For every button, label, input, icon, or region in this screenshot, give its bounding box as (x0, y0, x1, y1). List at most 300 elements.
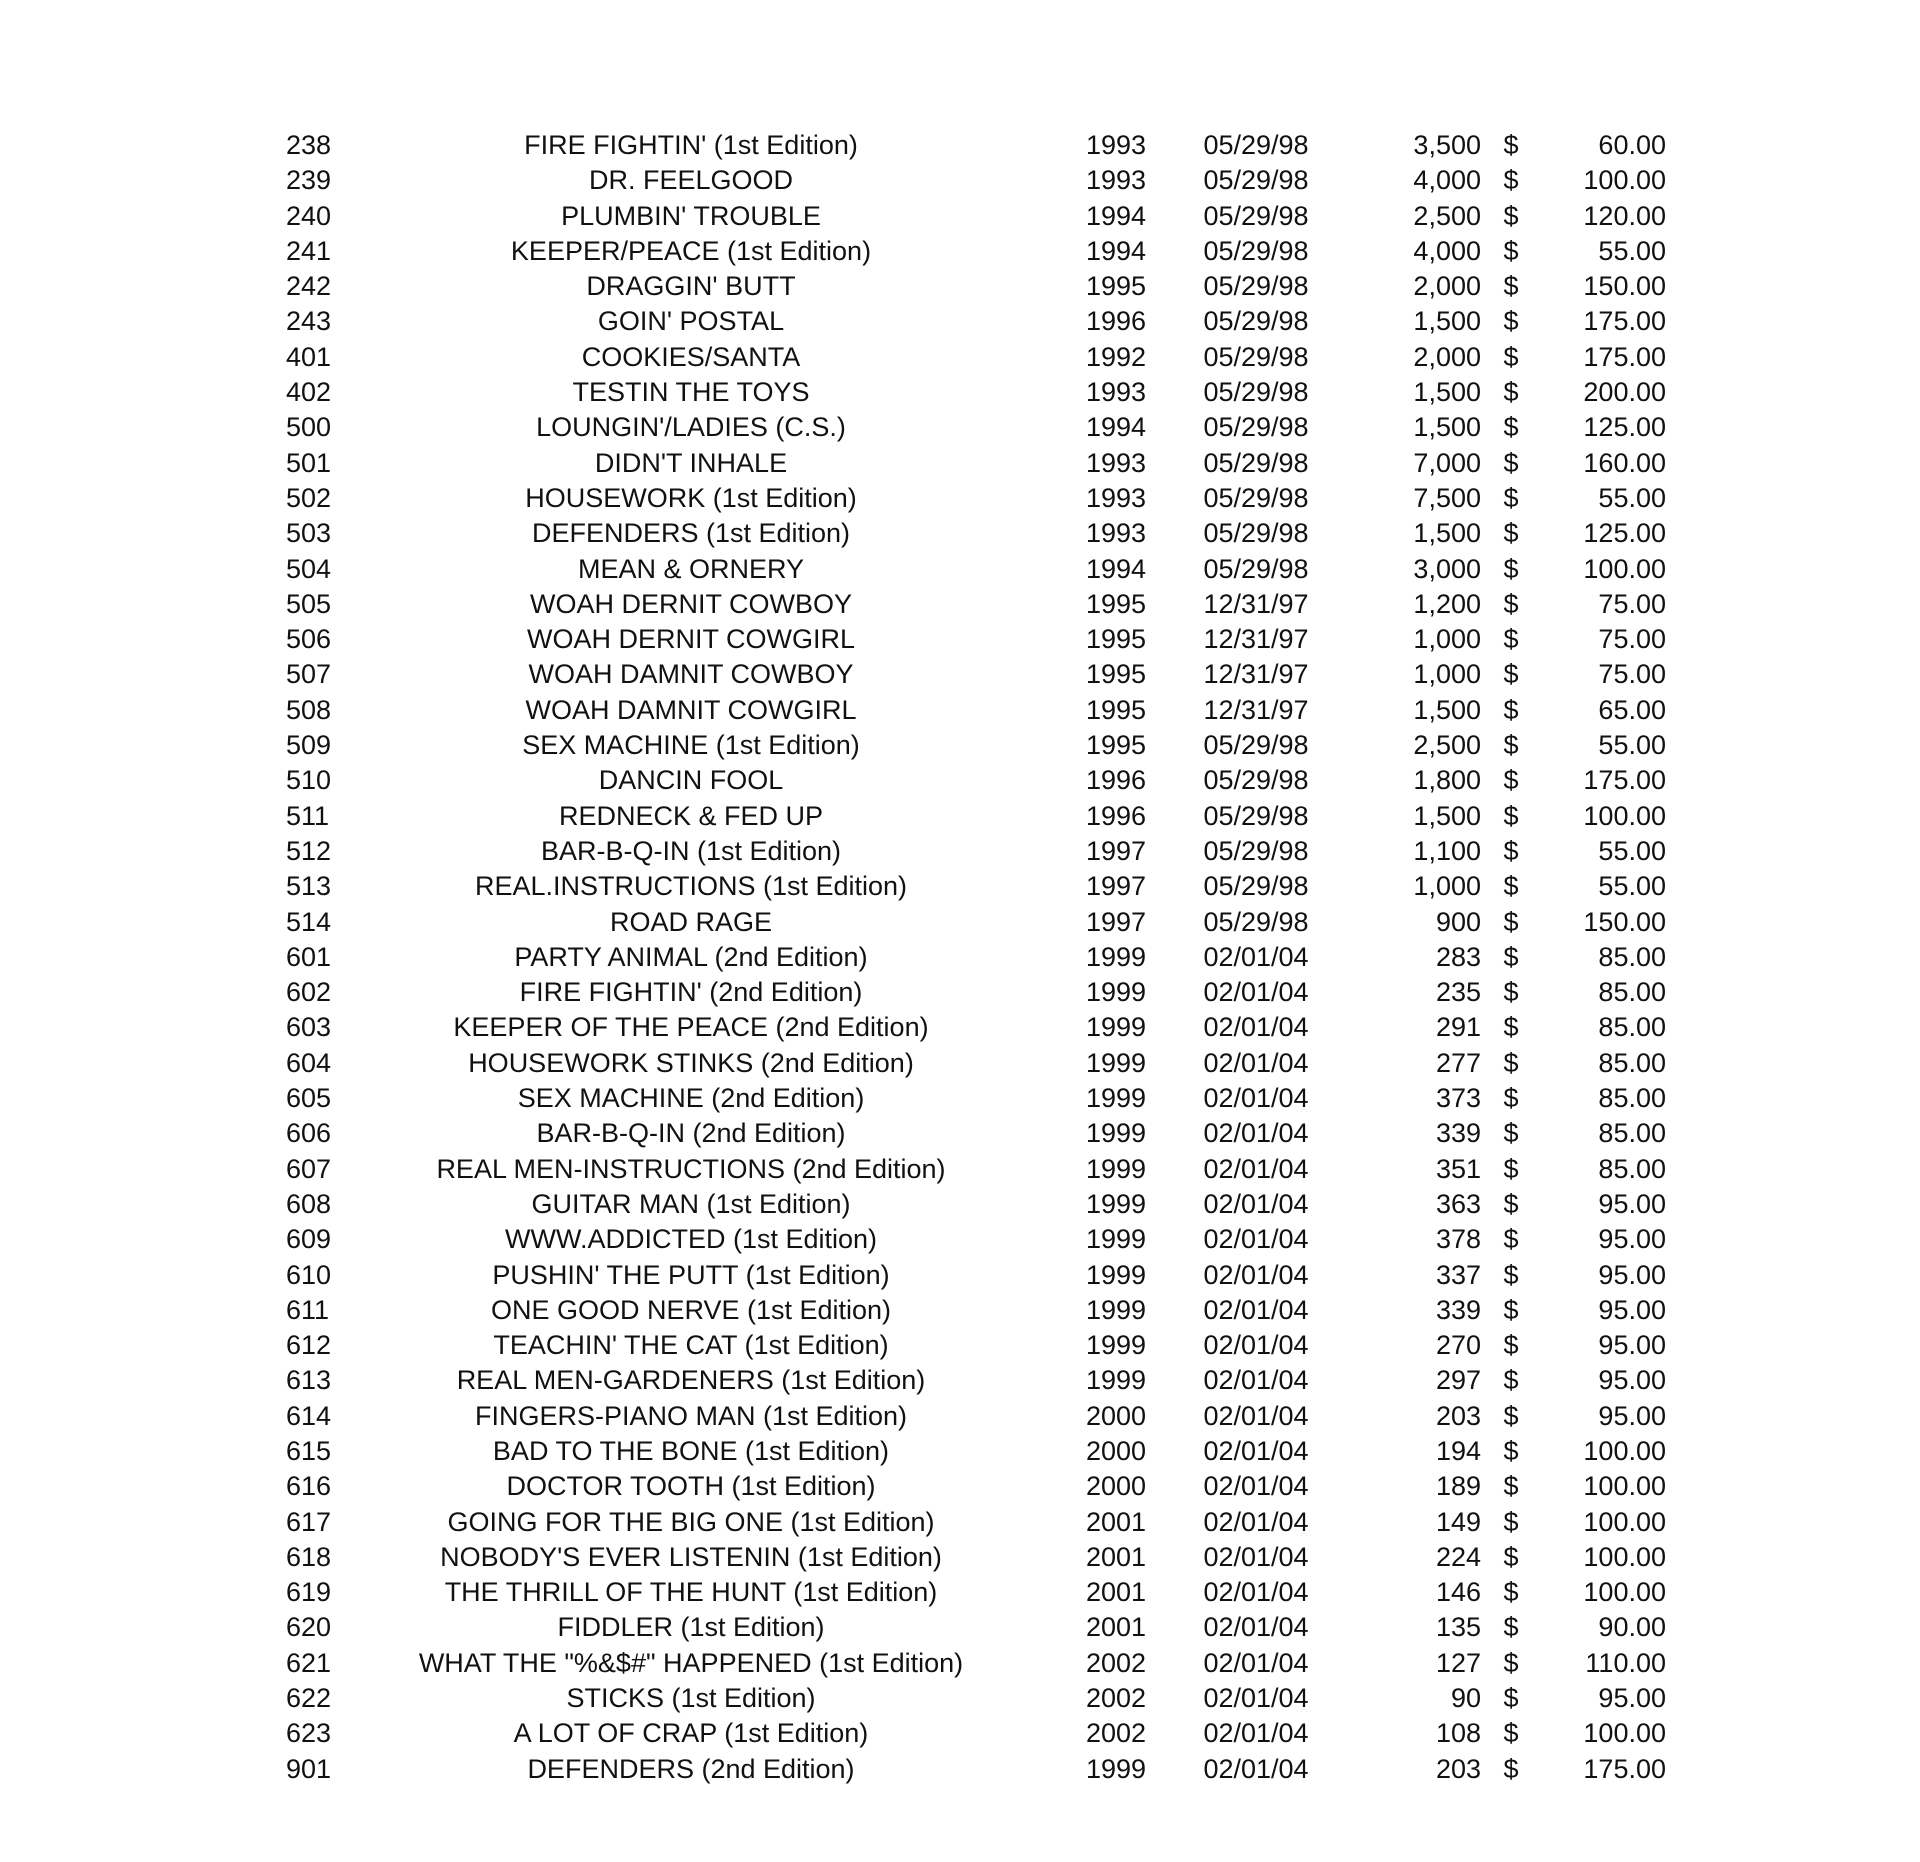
item-date: 05/29/98 (1203, 800, 1309, 831)
item-date: 02/01/04 (1203, 1294, 1309, 1325)
item-title: REAL MEN-GARDENERS (1st Edition) (456, 1365, 926, 1396)
item-title: DOCTOR TOOTH (1st Edition) (506, 1471, 876, 1502)
item-date: 02/01/04 (1203, 1224, 1309, 1255)
currency-symbol: $ (1503, 624, 1519, 655)
item-number: 241 (286, 235, 332, 266)
item-quantity: 2,500 (1413, 730, 1481, 761)
item-year: 1999 (1085, 1188, 1147, 1219)
item-title: PARTY ANIMAL (2nd Edition) (514, 941, 868, 972)
item-date: 05/29/98 (1203, 765, 1309, 796)
item-year: 1993 (1085, 130, 1147, 160)
item-quantity: 339 (1435, 1294, 1481, 1325)
item-year: 2001 (1085, 1541, 1147, 1572)
item-year: 1993 (1085, 377, 1147, 408)
item-date: 02/01/04 (1203, 1188, 1309, 1219)
item-date: 05/29/98 (1203, 130, 1309, 160)
item-date: 05/29/98 (1203, 271, 1309, 302)
item-quantity: 7,500 (1413, 482, 1481, 513)
item-year: 1999 (1085, 1118, 1147, 1149)
item-title: DRAGGIN' BUTT (586, 271, 796, 302)
table-row (286, 1469, 1676, 1504)
currency-symbol: $ (1503, 447, 1519, 478)
item-title: DEFENDERS (1st Edition) (531, 518, 851, 549)
item-title: DR. FEELGOOD (588, 165, 794, 196)
item-title: WWW.ADDICTED (1st Edition) (504, 1224, 878, 1255)
item-title: WOAH DAMNIT COWBOY (528, 659, 854, 690)
item-quantity: 2,000 (1413, 341, 1481, 372)
item-price: 125.00 (1583, 412, 1666, 443)
item-year: 1999 (1085, 1753, 1147, 1784)
item-year: 2001 (1085, 1612, 1147, 1643)
item-quantity: 189 (1435, 1471, 1481, 1502)
table-row (286, 340, 1676, 375)
item-title: LOUNGIN'/LADIES (C.S.) (536, 412, 846, 443)
item-quantity: 3,000 (1413, 553, 1481, 584)
item-price: 100.00 (1583, 1718, 1666, 1749)
item-quantity: 1,000 (1413, 871, 1481, 902)
currency-symbol: $ (1503, 1083, 1519, 1114)
item-price: 85.00 (1598, 977, 1666, 1008)
item-date: 02/01/04 (1203, 1259, 1309, 1290)
item-number: 605 (286, 1083, 332, 1114)
item-price: 175.00 (1583, 306, 1666, 337)
item-title: DANCIN FOOL (598, 765, 784, 796)
item-number: 604 (286, 1047, 332, 1078)
item-quantity: 203 (1435, 1753, 1481, 1784)
currency-symbol: $ (1503, 1541, 1519, 1572)
item-date: 05/29/98 (1203, 730, 1309, 761)
item-date: 02/01/04 (1203, 1647, 1309, 1678)
item-quantity: 235 (1435, 977, 1481, 1008)
table-row (286, 1434, 1676, 1469)
item-year: 1997 (1085, 835, 1147, 866)
item-price: 95.00 (1598, 1259, 1666, 1290)
item-year: 1995 (1085, 694, 1147, 725)
currency-symbol: $ (1503, 412, 1519, 443)
item-price: 95.00 (1598, 1365, 1666, 1396)
currency-symbol: $ (1503, 1330, 1519, 1361)
currency-symbol: $ (1503, 1224, 1519, 1255)
item-title: REAL.INSTRUCTIONS (1st Edition) (474, 871, 908, 902)
item-quantity: 1,500 (1413, 412, 1481, 443)
table-row (286, 1046, 1676, 1081)
table-row (286, 940, 1676, 975)
item-number: 506 (286, 624, 332, 655)
item-quantity: 146 (1435, 1577, 1481, 1608)
item-title: THE THRILL OF THE HUNT (1st Edition) (444, 1577, 938, 1608)
item-year: 1999 (1085, 1083, 1147, 1114)
item-number: 239 (286, 165, 332, 196)
item-year: 1994 (1085, 412, 1147, 443)
item-quantity: 224 (1435, 1541, 1481, 1572)
item-price: 75.00 (1598, 588, 1666, 619)
currency-symbol: $ (1503, 200, 1519, 231)
item-quantity: 127 (1435, 1647, 1481, 1678)
table-row (286, 1293, 1676, 1328)
table-row (286, 199, 1676, 234)
item-price: 175.00 (1583, 765, 1666, 796)
item-title: PUSHIN' THE PUTT (1st Edition) (492, 1259, 890, 1290)
item-price: 125.00 (1583, 518, 1666, 549)
currency-symbol: $ (1503, 1647, 1519, 1678)
item-year: 2000 (1085, 1400, 1147, 1431)
item-number: 510 (286, 765, 332, 796)
item-date: 05/29/98 (1203, 341, 1309, 372)
table-row (286, 1399, 1676, 1434)
item-title: WOAH DAMNIT COWGIRL (525, 694, 857, 725)
table-row (286, 622, 1676, 657)
item-quantity: 283 (1435, 941, 1481, 972)
item-number: 602 (286, 977, 332, 1008)
item-price: 110.00 (1585, 1647, 1666, 1678)
item-title: FIDDLER (1st Edition) (557, 1612, 825, 1643)
currency-symbol: $ (1503, 694, 1519, 725)
table-row (286, 375, 1676, 410)
item-number: 614 (286, 1400, 332, 1431)
item-date: 02/01/04 (1203, 1541, 1309, 1572)
item-number: 606 (286, 1118, 332, 1149)
item-number: 240 (286, 200, 332, 231)
item-number: 512 (286, 835, 332, 866)
item-quantity: 3,500 (1413, 130, 1481, 160)
item-quantity: 194 (1435, 1435, 1481, 1466)
item-title: REDNECK & FED UP (558, 800, 824, 831)
table-row (286, 163, 1676, 198)
item-date: 02/01/04 (1203, 1753, 1309, 1784)
item-number: 611 (286, 1294, 330, 1325)
item-title: COOKIES/SANTA (581, 341, 801, 372)
item-number: 608 (286, 1188, 332, 1219)
item-year: 1999 (1085, 977, 1147, 1008)
item-title: TESTIN THE TOYS (572, 377, 810, 408)
item-price: 55.00 (1598, 235, 1666, 266)
item-title: KEEPER OF THE PEACE (2nd Edition) (453, 1012, 929, 1043)
item-date: 05/29/98 (1203, 235, 1309, 266)
item-number: 401 (286, 341, 332, 372)
item-date: 02/01/04 (1203, 1471, 1309, 1502)
item-title: KEEPER/PEACE (1st Edition) (510, 235, 872, 266)
currency-symbol: $ (1503, 271, 1519, 302)
item-quantity: 1,500 (1413, 518, 1481, 549)
item-number: 238 (286, 130, 332, 160)
item-price: 95.00 (1598, 1188, 1666, 1219)
item-title: PLUMBIN' TROUBLE (561, 200, 821, 231)
item-date: 05/29/98 (1203, 835, 1309, 866)
item-number: 601 (286, 941, 332, 972)
currency-symbol: $ (1503, 659, 1519, 690)
item-price: 75.00 (1598, 624, 1666, 655)
item-year: 1999 (1085, 1012, 1147, 1043)
currency-symbol: $ (1503, 1365, 1519, 1396)
table-row (286, 410, 1676, 445)
item-date: 02/01/04 (1203, 1612, 1309, 1643)
item-quantity: 1,500 (1413, 694, 1481, 725)
currency-symbol: $ (1503, 1259, 1519, 1290)
table-row (286, 975, 1676, 1010)
table-row (286, 1258, 1676, 1293)
table-row (286, 1540, 1676, 1575)
table-row (286, 1681, 1676, 1716)
item-year: 1993 (1085, 447, 1147, 478)
currency-symbol: $ (1503, 1718, 1519, 1749)
item-quantity: 373 (1435, 1083, 1481, 1114)
table-row (286, 799, 1676, 834)
item-title: ONE GOOD NERVE (1st Edition) (490, 1294, 892, 1325)
item-year: 2001 (1085, 1506, 1147, 1537)
table-row (286, 1363, 1676, 1398)
item-date: 05/29/98 (1203, 553, 1309, 584)
item-number: 501 (286, 447, 332, 478)
currency-symbol: $ (1503, 730, 1519, 761)
item-quantity: 270 (1435, 1330, 1481, 1361)
item-year: 2002 (1085, 1718, 1147, 1749)
table-row (286, 1328, 1676, 1363)
item-quantity: 900 (1435, 906, 1481, 937)
item-quantity: 1,500 (1413, 800, 1481, 831)
item-number: 623 (286, 1718, 332, 1749)
item-number: 609 (286, 1224, 332, 1255)
item-price: 95.00 (1598, 1400, 1666, 1431)
item-quantity: 363 (1435, 1188, 1481, 1219)
table-row (286, 834, 1676, 869)
item-number: 612 (286, 1330, 332, 1361)
currency-symbol: $ (1503, 1153, 1519, 1184)
item-year: 1999 (1085, 941, 1147, 972)
currency-symbol: $ (1503, 235, 1519, 266)
item-number: 616 (286, 1471, 332, 1502)
item-year: 1995 (1085, 730, 1147, 761)
currency-symbol: $ (1503, 941, 1519, 972)
currency-symbol: $ (1503, 906, 1519, 937)
item-quantity: 1,100 (1413, 835, 1481, 866)
item-date: 02/01/04 (1203, 1400, 1309, 1431)
item-title: SEX MACHINE (1st Edition) (522, 730, 860, 761)
item-price: 100.00 (1583, 1506, 1666, 1537)
item-price: 175.00 (1583, 341, 1666, 372)
currency-symbol: $ (1503, 1435, 1519, 1466)
item-year: 1995 (1085, 271, 1147, 302)
currency-symbol: $ (1503, 835, 1519, 866)
item-year: 1994 (1085, 235, 1147, 266)
currency-symbol: $ (1503, 1612, 1519, 1643)
item-title: HOUSEWORK STINKS (2nd Edition) (468, 1047, 914, 1078)
currency-symbol: $ (1503, 482, 1519, 513)
item-number: 610 (286, 1259, 332, 1290)
item-title: STICKS (1st Edition) (566, 1683, 816, 1714)
item-quantity: 297 (1435, 1365, 1481, 1396)
item-quantity: 4,000 (1413, 165, 1481, 196)
item-number: 607 (286, 1153, 332, 1184)
currency-symbol: $ (1503, 553, 1519, 584)
table-row (286, 1152, 1676, 1187)
item-title: DEFENDERS (2nd Edition) (527, 1753, 855, 1784)
item-quantity: 108 (1435, 1718, 1481, 1749)
currency-symbol: $ (1503, 1506, 1519, 1537)
item-quantity: 277 (1435, 1047, 1481, 1078)
item-number: 504 (286, 553, 332, 584)
item-title: BAR-B-Q-IN (1st Edition) (540, 835, 842, 866)
item-price: 100.00 (1583, 1471, 1666, 1502)
item-year: 1995 (1085, 659, 1147, 690)
item-year: 2002 (1085, 1683, 1147, 1714)
item-price: 120.00 (1583, 200, 1666, 231)
item-quantity: 90 (1450, 1683, 1481, 1714)
item-title: WOAH DERNIT COWGIRL (526, 624, 855, 655)
item-year: 1999 (1085, 1294, 1147, 1325)
item-price: 200.00 (1583, 377, 1666, 408)
item-year: 1999 (1085, 1047, 1147, 1078)
item-date: 02/01/04 (1203, 1153, 1309, 1184)
item-price: 55.00 (1598, 835, 1666, 866)
item-quantity: 149 (1435, 1506, 1481, 1537)
item-quantity: 203 (1435, 1400, 1481, 1431)
item-title: TEACHIN' THE CAT (1st Edition) (493, 1330, 889, 1361)
currency-symbol: $ (1503, 341, 1519, 372)
currency-symbol: $ (1503, 377, 1519, 408)
item-number: 603 (286, 1012, 332, 1043)
item-date: 05/29/98 (1203, 165, 1309, 196)
item-title: HOUSEWORK (1st Edition) (525, 482, 857, 513)
item-price: 100.00 (1583, 1577, 1666, 1608)
table-row (286, 1575, 1676, 1610)
item-quantity: 1,000 (1413, 659, 1481, 690)
item-year: 1997 (1085, 871, 1147, 902)
item-date: 05/29/98 (1203, 518, 1309, 549)
item-price: 85.00 (1598, 1047, 1666, 1078)
item-quantity: 1,200 (1413, 588, 1481, 619)
table-row (286, 1081, 1676, 1116)
item-number: 622 (286, 1683, 332, 1714)
item-title: FIRE FIGHTIN' (1st Edition) (524, 130, 858, 160)
item-title: BAD TO THE BONE (1st Edition) (492, 1435, 890, 1466)
item-date: 05/29/98 (1203, 200, 1309, 231)
item-price: 150.00 (1583, 271, 1666, 302)
item-date: 12/31/97 (1203, 659, 1309, 690)
item-year: 1999 (1085, 1259, 1147, 1290)
item-date: 05/29/98 (1203, 482, 1309, 513)
item-price: 95.00 (1598, 1683, 1666, 1714)
item-price: 85.00 (1598, 1153, 1666, 1184)
item-price: 85.00 (1598, 1012, 1666, 1043)
item-date: 02/01/04 (1203, 1718, 1309, 1749)
table-row (286, 657, 1676, 692)
item-title: WHAT THE "%&$#" HAPPENED (1st Edition) (418, 1647, 964, 1678)
item-date: 02/01/04 (1203, 941, 1309, 972)
table-row (286, 1187, 1676, 1222)
currency-symbol: $ (1503, 1047, 1519, 1078)
item-date: 05/29/98 (1203, 871, 1309, 902)
item-price: 150.00 (1583, 906, 1666, 937)
item-price: 55.00 (1598, 482, 1666, 513)
item-title: MEAN & ORNERY (577, 553, 805, 584)
item-year: 1993 (1085, 165, 1147, 196)
item-date: 12/31/97 (1203, 624, 1309, 655)
item-date: 05/29/98 (1203, 412, 1309, 443)
item-number: 617 (286, 1506, 332, 1537)
item-date: 02/01/04 (1203, 1683, 1309, 1714)
item-quantity: 135 (1435, 1612, 1481, 1643)
table-row (286, 269, 1676, 304)
item-number: 508 (286, 694, 332, 725)
item-date: 05/29/98 (1203, 447, 1309, 478)
currency-symbol: $ (1503, 1753, 1519, 1784)
item-quantity: 1,500 (1413, 377, 1481, 408)
item-title: GOIN' POSTAL (597, 306, 785, 337)
item-year: 1993 (1085, 518, 1147, 549)
item-quantity: 2,500 (1413, 200, 1481, 231)
table-row (286, 905, 1676, 940)
item-year: 2000 (1085, 1435, 1147, 1466)
table-row (286, 1646, 1676, 1681)
item-title: FINGERS-PIANO MAN (1st Edition) (474, 1400, 908, 1431)
item-date: 02/01/04 (1203, 1577, 1309, 1608)
item-year: 1999 (1085, 1330, 1147, 1361)
table-row (286, 728, 1676, 763)
item-quantity: 337 (1435, 1259, 1481, 1290)
item-number: 402 (286, 377, 332, 408)
item-price: 175.00 (1583, 1753, 1666, 1784)
item-date: 02/01/04 (1203, 1012, 1309, 1043)
currency-symbol: $ (1503, 518, 1519, 549)
item-year: 1996 (1085, 800, 1147, 831)
item-number: 505 (286, 588, 332, 619)
table-row (286, 516, 1676, 551)
item-year: 2002 (1085, 1647, 1147, 1678)
item-quantity: 339 (1435, 1118, 1481, 1149)
item-title: REAL MEN-INSTRUCTIONS (2nd Edition) (436, 1153, 946, 1184)
item-title: GUITAR MAN (1st Edition) (531, 1188, 851, 1219)
currency-symbol: $ (1503, 588, 1519, 619)
currency-symbol: $ (1503, 1471, 1519, 1502)
currency-symbol: $ (1503, 1577, 1519, 1608)
item-title: SEX MACHINE (2nd Edition) (517, 1083, 865, 1114)
item-year: 1999 (1085, 1153, 1147, 1184)
item-quantity: 378 (1435, 1224, 1481, 1255)
item-quantity: 291 (1435, 1012, 1481, 1043)
item-price: 85.00 (1598, 1118, 1666, 1149)
item-price: 160.00 (1583, 447, 1666, 478)
item-year: 1996 (1085, 765, 1147, 796)
item-number: 619 (286, 1577, 332, 1608)
item-number: 621 (286, 1647, 332, 1678)
item-title: A LOT OF CRAP (1st Edition) (513, 1718, 869, 1749)
currency-symbol: $ (1503, 1400, 1519, 1431)
table-row (286, 552, 1676, 587)
currency-symbol: $ (1503, 306, 1519, 337)
table-row (286, 1752, 1676, 1787)
item-price: 85.00 (1598, 1083, 1666, 1114)
item-date: 12/31/97 (1203, 694, 1309, 725)
table-row (286, 1716, 1676, 1751)
item-quantity: 1,800 (1413, 765, 1481, 796)
item-date: 02/01/04 (1203, 1506, 1309, 1537)
table-row (286, 869, 1676, 904)
currency-symbol: $ (1503, 1012, 1519, 1043)
item-number: 901 (286, 1753, 332, 1784)
table-row (286, 1222, 1676, 1257)
item-date: 02/01/04 (1203, 1330, 1309, 1361)
item-number: 507 (286, 659, 332, 690)
currency-symbol: $ (1503, 977, 1519, 1008)
price-list-table (286, 128, 1676, 1787)
item-year: 2000 (1085, 1471, 1147, 1502)
currency-symbol: $ (1503, 1188, 1519, 1219)
item-title: BAR-B-Q-IN (2nd Edition) (536, 1118, 846, 1149)
item-title: GOING FOR THE BIG ONE (1st Edition) (447, 1506, 935, 1537)
item-quantity: 351 (1435, 1153, 1481, 1184)
item-date: 02/01/04 (1203, 1365, 1309, 1396)
item-date: 02/01/04 (1203, 977, 1309, 1008)
